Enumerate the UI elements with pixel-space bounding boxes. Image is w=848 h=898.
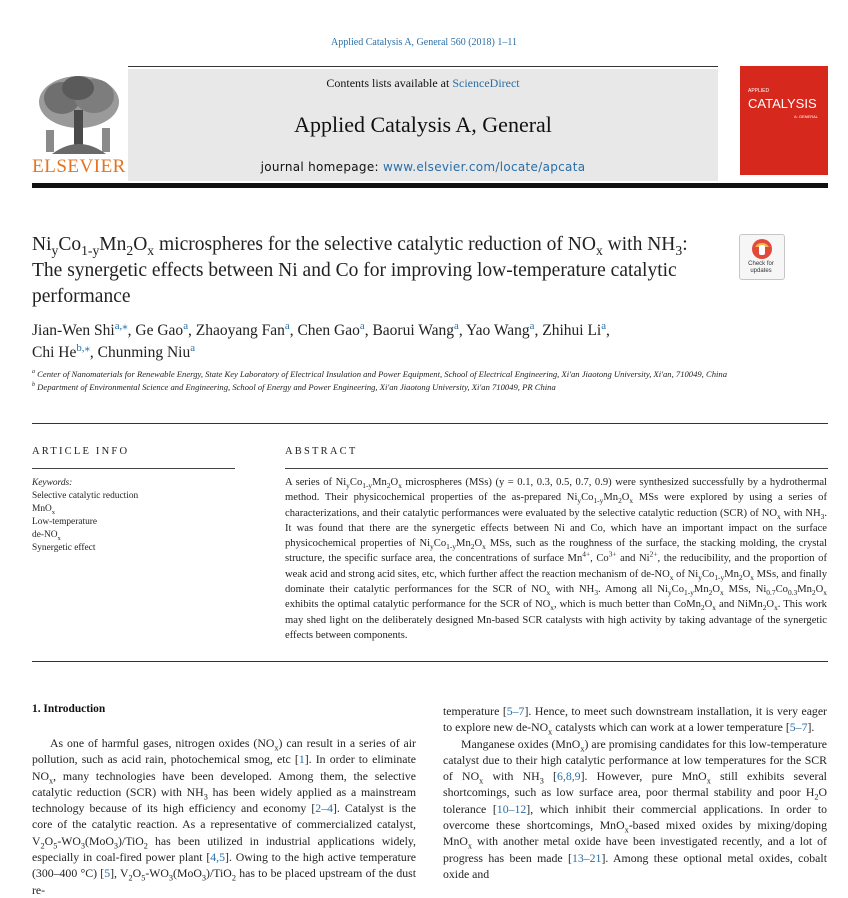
homepage-link[interactable]: www.elsevier.com/locate/apcata xyxy=(382,160,586,174)
introduction-heading: 1. Introduction xyxy=(32,703,106,715)
divider xyxy=(32,661,828,662)
check-updates-icon xyxy=(740,235,784,263)
journal-name[interactable]: Applied Catalysis A, General xyxy=(294,112,552,137)
article-info-rule xyxy=(32,468,235,469)
reference-link[interactable]: 2–4 xyxy=(315,801,333,816)
affiliation-b: $^b$ Department of Environmental Science and Engineering, School of Energy and Power Engineering, Xi'an Jiaotong University, Xi'an 710049, PR China xyxy=(32,382,556,392)
affiliations xyxy=(32,368,732,394)
divider xyxy=(32,423,828,424)
keyword-item: $de-NO_x$ xyxy=(32,530,61,542)
contents-prefix: Contents lists available at xyxy=(326,76,453,90)
keyword-item: Synergetic effect xyxy=(32,543,96,553)
body-column-left xyxy=(32,735,416,898)
elsevier-wordmark[interactable]: ELSEVIER xyxy=(32,156,126,177)
abstract-rule xyxy=(285,468,828,469)
keyword-item: Low-temperature xyxy=(32,517,98,527)
keyword-item: Selective catalytic reduction xyxy=(32,491,139,501)
header-thick-rule xyxy=(32,183,828,188)
keyword-item: MnO$_x$ xyxy=(32,504,56,516)
paragraph: As one of harmful gases, nitrogen oxides $(NO_x)$ can result in a series of air pollution, such as acid rain, photochemical smog, etc [1]. In order to eliminate $NO_x$, many technologies have been developed. Among them, the selective catalytic reduction (SCR) with $NH_3$ has been widely applied as a mainstream technology because of its high efficiency and economy [2–4]. Catalyst is the core of the catalytic reaction. As a representative of commercialized catalyst, $V_2O_5-WO_3(MoO_3)/TiO_2$ has been utilized in industrial applications widely, especially in coal-fired power plant [4,5]. Owing to the high active temperature (300–400 °C) [5], $V_2O_5-WO_3(MoO_3)/TiO_2$ has to be placed upstream of the dust re- xyxy=(32,736,416,897)
paragraph: temperature [5–7]. Hence, to meet such downstream installation, it is very eager to explore new $de-NO_x$ catalysts which can work at a lower temperature [5–7]. xyxy=(443,704,827,737)
reference-link[interactable]: 4,5 xyxy=(210,850,226,865)
article-title: $Ni_yCo_{1-y}Mn_2O_x$ microspheres for the selective catalytic reduction of $NO_x$ with $NH_3$: The synergetic effects between Ni and Co for improving low-temperature catalytic performance xyxy=(32,234,688,307)
reference-link[interactable]: 6,8,9 xyxy=(556,769,581,784)
article-info-heading: ARTICLE INFO xyxy=(32,446,130,457)
keywords-block xyxy=(32,477,232,555)
homepage-line xyxy=(128,160,718,174)
affiliation-a: $^a$ Center of Nanomaterials for Renewable Energy, State Key Laboratory of Electrical Insulation and Power Equipment, School of Electrical Engineering, Xi'an Jiaotong University, Xi'an, 710049, China xyxy=(32,369,727,379)
author-list[interactable]: Jian-Wen Shi$^{a,⁎}$, Ge Gao$^a$, Zhaoyang Fan$^a$, Chen Gao$^a$, Baorui Wang$^a$, Yao Wang$^a$, Zhihui Li$^a$, Chi $He^{b,⁎}$, Chunming Niu$^a$ xyxy=(32,319,610,361)
reference-link[interactable]: 1 xyxy=(298,752,305,767)
keywords-label: Keywords: xyxy=(32,478,73,488)
paragraph: Manganese oxides (MnO$_x$) are promising candidates for this low-temperature catalyst due to their high catalytic performance at low temperatures for the SCR of $NO_x$ with $NH_3$ [6,8,9]. However, pure MnO$_x$ still exhibits several shortcomings, such as low surface area, poor thermal stability and poor $H_2O$ tolerance [10–12], which inhibit their commercial applications. In order to overcome these shortcomings, MnO$_x$-based mixed oxides by mixing/doping MnO$_x$ with another metal oxide have been investigated recently, and a lot of progress has been made [13–21]. Among these optional metal oxides, cobalt oxide and xyxy=(443,736,828,881)
reference-link[interactable]: 13–21 xyxy=(571,850,602,865)
contents-line xyxy=(128,76,718,91)
cover-subtitle: APPLIED xyxy=(748,88,770,94)
check-for-updates-label: Check for updates xyxy=(748,261,774,274)
homepage-prefix: journal homepage: xyxy=(260,160,383,174)
reference-link[interactable]: 10–12 xyxy=(496,801,527,816)
journal-reference[interactable]: Applied Catalysis A, General 560 (2018) 1–11 xyxy=(331,37,517,48)
keyword-list xyxy=(32,490,232,555)
abstract-heading: ABSTRACT xyxy=(285,446,358,457)
reference-link[interactable]: 5 xyxy=(104,866,111,881)
reference-link[interactable]: 5–7 xyxy=(506,704,525,718)
abstract-text: A series of $Ni_yCo_{1-y}Mn_2O_x$ microspheres (MSs) (y = 0.1, 0.3, 0.5, 0.7, 0.9) were synthesized successfully by a hydrothermal method. Their physicochemical properties of the as-prepared $Ni_yCo_{1-y}Mn_2O_x$ MSs were explored by using a series of characterizations, and their catalytic performances were evaluated by the selective catalytic reduction (SCR) of $NO_x$ with $NH_3$. It was found that there are the synergetic effects between Ni and Co, which have an important impact on the surface physicochemical properties of $Ni_yCo_{1-y}Mn_2O_x$ MSs, such as the roughness of the surface, the stacking molding, the crystal structure, the specific surface area, the concentrations of surface $Mn^{4+}$, $Co^{3+}$ and $Ni^{2+}$, the reducibility, and the proportion of weak acid and strong acid sites, etc, which further affect the reaction mechanism of $de-NO_x$ of $Ni_yCo_{1-y}Mn_2O_x$ MSs, and finally dominate their catalytic performances for the SCR of $NO_x$ with $NH_3$. Among all $Ni_yCo_{1-y}Mn_2O_x$ MSs, $Ni_{0.7}Co_{0.3}Mn_2O_x$ exhibits the optimal catalytic performance for the SCR of $NO_x$, which is much better than $CoMn_2O_x$ and $NiMn_2O_x$. This work may shed light on the deliberately designed Mn-based SCR catalysts with high activity by taking advantage of the synergetic effects between components. xyxy=(285,477,827,641)
header-rule xyxy=(128,66,718,67)
body-column-right xyxy=(443,703,827,882)
sciencedirect-link[interactable]: ScienceDirect xyxy=(452,76,520,90)
journal-cover-image[interactable] xyxy=(740,66,828,175)
cover-title: CATALYSIS xyxy=(748,96,817,111)
cover-subtitle-2: A: GENERAL xyxy=(794,114,819,119)
reference-link[interactable]: 5–7 xyxy=(789,720,808,735)
